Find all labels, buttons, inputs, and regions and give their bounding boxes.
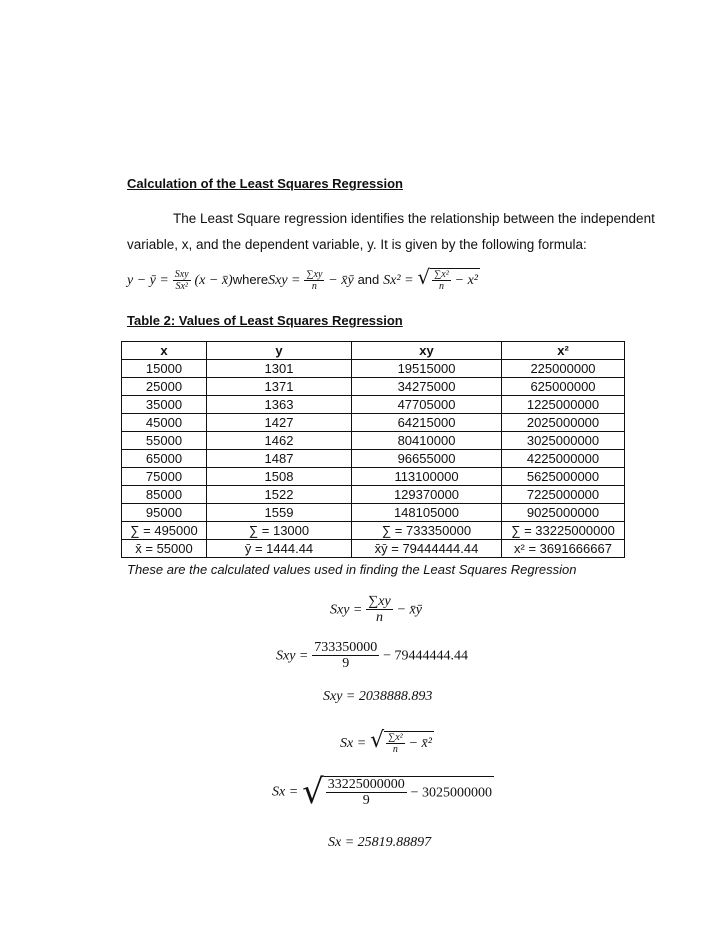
calc-s1-tail: − x̄ȳ	[396, 602, 422, 618]
formula-where: where	[232, 272, 269, 287]
table-cell: 85000	[122, 486, 207, 504]
table-row	[122, 396, 625, 414]
table-cell: 129370000	[352, 486, 502, 504]
table-cell: 55000	[122, 432, 207, 450]
formula-sx2-tail: − x²	[454, 273, 478, 288]
table-row	[122, 504, 625, 522]
calc-s1-den: n	[375, 610, 383, 626]
table-cell: ∑ = 13000	[207, 522, 352, 540]
table-cell: x² = 3691666667	[502, 540, 625, 558]
radical-icon: √	[370, 728, 385, 753]
table-cell: 625000000	[502, 378, 625, 396]
intro-line-2: variable, x, and the dependent variable, y. It is given by the following formula:	[127, 237, 587, 252]
formula-sx2-num: ∑x²	[434, 268, 449, 280]
table-row	[122, 486, 625, 504]
table-cell: 95000	[122, 504, 207, 522]
col-header-x-squared: x²	[502, 342, 625, 360]
table-cell: 75000	[122, 468, 207, 486]
table-row	[122, 468, 625, 486]
formula-sx2-lhs: Sx² =	[383, 273, 414, 288]
formula-sxy-lhs: Sxy =	[268, 273, 301, 288]
page-title: Calculation of the Least Squares Regression	[127, 176, 403, 191]
calc-s4-num: ∑x²	[388, 731, 403, 743]
table-cell: 1487	[207, 450, 352, 468]
table-cell: 225000000	[502, 360, 625, 378]
calc-s4-root	[384, 731, 434, 755]
formula-lhs: y − ȳ =	[127, 273, 169, 288]
table-cell: 47705000	[352, 396, 502, 414]
table-cell: x̄ȳ = 79444444.44	[352, 540, 502, 558]
table-caption: Table 2: Values of Least Squares Regression	[127, 313, 403, 328]
col-header-x: x	[122, 342, 207, 360]
table-cell: x̄ = 55000	[122, 540, 207, 558]
col-header-xy: xy	[352, 342, 502, 360]
table-cell: 9025000000	[502, 504, 625, 522]
calc-s5-num: 33225000000	[327, 776, 405, 792]
table-cell: ∑ = 733350000	[352, 522, 502, 540]
calc-step-5	[272, 772, 494, 812]
table-cell: 113100000	[352, 468, 502, 486]
calc-s5-tail: − 3025000000	[410, 785, 493, 801]
calc-s1-lhs: Sxy =	[330, 602, 363, 618]
table-cell: 3025000000	[502, 432, 625, 450]
calc-s2-tail: − 79444444.44	[383, 648, 469, 664]
table-cell: ∑ = 495000	[122, 522, 207, 540]
calc-s2-lhs: Sxy =	[276, 648, 309, 664]
table-cell: 1508	[207, 468, 352, 486]
table-cell: 25000	[122, 378, 207, 396]
table-mean-row	[122, 540, 625, 558]
radical-icon: √	[417, 265, 431, 289]
calc-s1-fraction	[366, 594, 392, 626]
radical-icon: √	[302, 772, 324, 812]
table-cell: 1301	[207, 360, 352, 378]
calc-s4-den: n	[392, 743, 398, 755]
table-cell: 96655000	[352, 450, 502, 468]
table-cell: 64215000	[352, 414, 502, 432]
calc-s5-root	[324, 776, 494, 809]
table-note: These are the calculated values used in finding the Least Squares Regression	[127, 562, 577, 577]
table-header-row	[122, 342, 625, 360]
formula-sxy-num: ∑xy	[306, 268, 323, 280]
formula-sx2-root	[430, 268, 480, 292]
calc-s1-num: ∑xy	[368, 594, 391, 609]
calc-s5-den: 9	[362, 793, 370, 808]
formula-sxy-tail: − x̄ȳ	[328, 273, 354, 288]
calc-s5-fraction	[326, 777, 407, 809]
table-row	[122, 414, 625, 432]
table-cell: 35000	[122, 396, 207, 414]
table-cell: 45000	[122, 414, 207, 432]
table-cell: 1522	[207, 486, 352, 504]
table-cell: 7225000000	[502, 486, 625, 504]
calc-s4-lhs: Sx =	[340, 736, 367, 751]
intro-line-1: The Least Square regression identifies the relationship between the independent	[173, 211, 655, 226]
table-cell: 15000	[122, 360, 207, 378]
formula-slope-fraction	[173, 269, 191, 292]
table-cell: 1427	[207, 414, 352, 432]
calc-s4-tail: − x̄²	[408, 736, 432, 751]
regression-formula	[127, 265, 480, 292]
formula-sxy-den: n	[311, 280, 317, 292]
table-cell: 1225000000	[502, 396, 625, 414]
table-cell: 1371	[207, 378, 352, 396]
table-cell: 1462	[207, 432, 352, 450]
calc-step-3: Sxy = 2038888.893	[323, 689, 433, 704]
regression-table	[121, 341, 625, 558]
formula-frac-num: Sxy	[174, 268, 189, 280]
col-header-y: y	[207, 342, 352, 360]
table-cell: 1363	[207, 396, 352, 414]
calc-step-4	[340, 728, 434, 755]
formula-sx2-fraction	[432, 269, 451, 292]
calc-step-6: Sx = 25819.88897	[328, 835, 432, 850]
table-row	[122, 378, 625, 396]
calc-s2-den: 9	[342, 656, 350, 672]
calc-s2-num: 733350000	[314, 640, 378, 655]
table-cell: 1559	[207, 504, 352, 522]
table-row	[122, 360, 625, 378]
table-cell: 80410000	[352, 432, 502, 450]
table-cell: ∑ = 33225000000	[502, 522, 625, 540]
table-sum-row	[122, 522, 625, 540]
table-row	[122, 432, 625, 450]
table-cell: 4225000000	[502, 450, 625, 468]
formula-mid: (x − x̄)	[194, 273, 233, 288]
calc-step-1	[330, 594, 422, 626]
table-row	[122, 450, 625, 468]
table-cell: ȳ = 1444.44	[207, 540, 352, 558]
table-cell: 5625000000	[502, 468, 625, 486]
calc-s5-lhs: Sx =	[272, 784, 299, 800]
table-cell: 34275000	[352, 378, 502, 396]
formula-sx2-den: n	[438, 280, 444, 292]
calc-step-2	[276, 640, 468, 672]
formula-sxy-fraction	[304, 269, 324, 292]
formula-frac-den: Sx²	[175, 280, 188, 292]
formula-and: and	[357, 272, 380, 287]
calc-s4-fraction	[386, 732, 405, 755]
table-cell: 148105000	[352, 504, 502, 522]
table-cell: 2025000000	[502, 414, 625, 432]
table-cell: 19515000	[352, 360, 502, 378]
calc-s2-fraction	[312, 640, 379, 672]
table-cell: 65000	[122, 450, 207, 468]
